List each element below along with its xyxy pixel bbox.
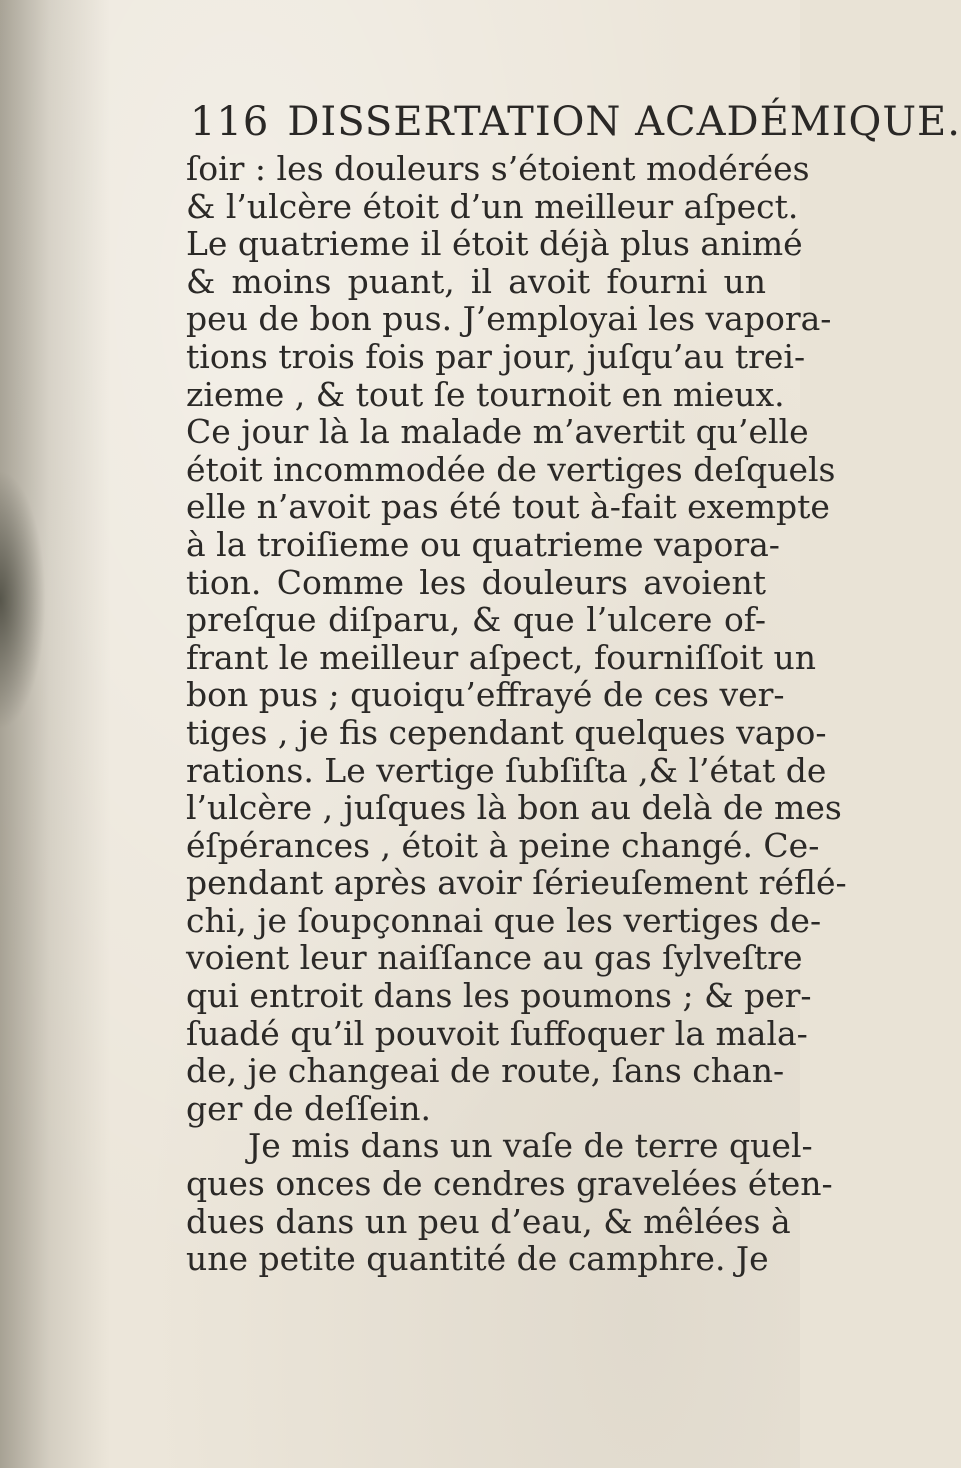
text-line: ſuadé qu’il pouvoit ſuffoquer la mala- — [186, 1013, 808, 1053]
text-line: Le quatrieme il étoit déjà plus animé — [186, 224, 803, 264]
text-line: éſpérances , étoit à peine changé. Ce- — [186, 825, 820, 865]
text-line: voient leur naiſſance au gas ſylveſtre — [186, 938, 803, 978]
page-gutter-shadow — [0, 0, 110, 1468]
text-line: tiges , je fis cependant quelques vapo- — [186, 712, 827, 752]
text-line: zieme , & tout ſe tournoit en mieux. — [186, 374, 785, 414]
text-line: & l’ulcère étoit d’un meilleur aſpect. — [186, 186, 799, 226]
text-line: qui entroit dans les poumons ; & per- — [186, 976, 812, 1016]
text-line: ſoir : les douleurs s’étoient modérées — [186, 149, 810, 188]
text-line: chi, je ſoupçonnai que les vertiges de- — [186, 900, 822, 940]
text-line: elle n’avoit pas été tout à-fait exempte — [186, 487, 830, 527]
text-line: Ce jour là la malade m’avertit qu’elle — [186, 412, 809, 452]
text-line: ger de deſſein. — [186, 1088, 431, 1128]
text-line: de, je changeai de route, ſans chan- — [186, 1051, 785, 1091]
text-line: rations. Le vertige ſubſiſta ,& l’état de — [186, 750, 827, 790]
text-line: à la troiſieme ou quatrieme vapora- — [186, 524, 780, 564]
text-line: une petite quantité de camphre. Je — [186, 1239, 769, 1279]
page-edge-stain — [0, 470, 46, 730]
text-line: Je mis dans un vaſe de terre quel- — [248, 1126, 813, 1166]
text-line: étoit incommodée de vertiges deſquels — [186, 449, 836, 489]
text-line: bon pus ; quoiqu’effrayé de ces ver- — [186, 675, 785, 715]
text-line: peu de bon pus. J’employai les vapora- — [186, 299, 832, 339]
text-line: pendant après avoir ſérieuſement réflé- — [186, 863, 847, 903]
text-line: l’ulcère , juſques là bon au delà de mes — [186, 788, 842, 828]
page-number: 116 — [190, 99, 270, 145]
text-line: dues dans un peu d’eau, & mêlées à — [186, 1201, 791, 1241]
running-header — [190, 98, 961, 146]
text-line: & moins puant, il avoit fourni un — [186, 261, 766, 301]
running-title: DISSERTATION ACADÉMIQUE. — [287, 99, 961, 145]
text-line: tions trois fois par jour, juſqu’au trei- — [186, 336, 806, 376]
text-line: preſque diſparu, & que l’ulcere of- — [186, 600, 766, 640]
text-line: frant le meilleur aſpect, fourniſſoit un — [186, 637, 817, 677]
text-line: ques onces de cendres gravelées éten- — [186, 1164, 833, 1204]
text-line: tion. Comme les douleurs avoient — [186, 562, 766, 602]
body-text — [186, 149, 847, 1279]
